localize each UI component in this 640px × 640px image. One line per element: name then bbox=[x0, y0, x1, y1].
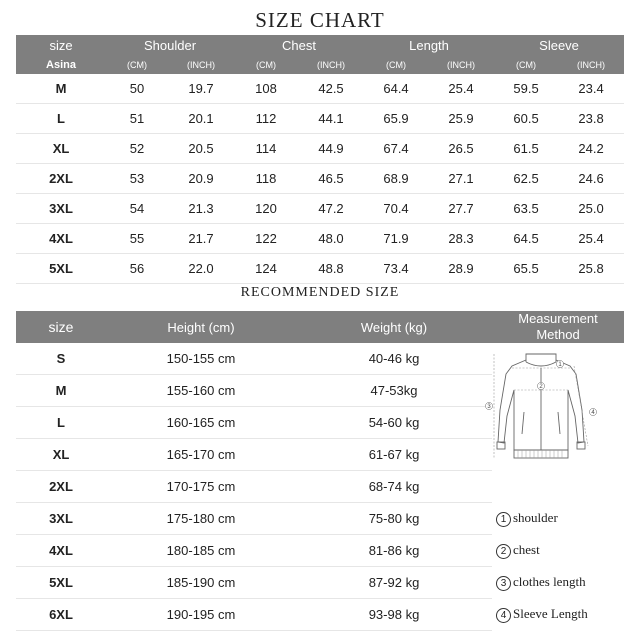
measurement-legend-item bbox=[492, 503, 624, 535]
brand-label: Asina bbox=[16, 55, 106, 74]
size-cell: L bbox=[16, 104, 106, 134]
height-cell: 170-175 cm bbox=[106, 471, 296, 503]
measurement-cell: 48.0 bbox=[298, 224, 364, 254]
size-cell: 5XL bbox=[16, 254, 106, 284]
size-cell: M bbox=[16, 74, 106, 104]
jacket-collar-inner bbox=[526, 362, 556, 366]
measurement-cell: 44.9 bbox=[298, 134, 364, 164]
size-chart-header-row bbox=[16, 35, 624, 55]
unit-cm: (CM) bbox=[106, 55, 168, 74]
measurement-cell: 26.5 bbox=[428, 134, 494, 164]
sleeve-header: Sleeve bbox=[494, 35, 624, 55]
unit-inch: (INCH) bbox=[298, 55, 364, 74]
hem-ribbing bbox=[518, 450, 562, 458]
measurement-cell: 27.7 bbox=[428, 194, 494, 224]
measurement-cell: 48.8 bbox=[298, 254, 364, 284]
height-cell: 150-155 cm bbox=[106, 343, 296, 375]
measurement-cell: 62.5 bbox=[494, 164, 558, 194]
measurement-cell: 52 bbox=[106, 134, 168, 164]
measurement-cell: 42.5 bbox=[298, 74, 364, 104]
weight-cell: 93-98 kg bbox=[296, 599, 492, 631]
unit-cm: (CM) bbox=[494, 55, 558, 74]
height-cell: 165-170 cm bbox=[106, 439, 296, 471]
measurement-cell: 65.9 bbox=[364, 104, 428, 134]
size-chart-unit-row bbox=[16, 55, 624, 74]
size-cell: L bbox=[16, 407, 106, 439]
measurement-cell: 50 bbox=[106, 74, 168, 104]
size-cell: XL bbox=[16, 439, 106, 471]
measurement-cell: 47.2 bbox=[298, 194, 364, 224]
chest-header: Chest bbox=[234, 35, 364, 55]
height-cell: 175-180 cm bbox=[106, 503, 296, 535]
measurement-cell: 46.5 bbox=[298, 164, 364, 194]
callout-3: 3 bbox=[487, 404, 491, 410]
measurement-cell: 71.9 bbox=[364, 224, 428, 254]
measurement-cell: 65.5 bbox=[494, 254, 558, 284]
measurement-cell: 64.5 bbox=[494, 224, 558, 254]
measurement-cell: 21.7 bbox=[168, 224, 234, 254]
height-cell: 155-160 cm bbox=[106, 375, 296, 407]
measurement-cell: 61.5 bbox=[494, 134, 558, 164]
measurement-method-label-2: Method bbox=[536, 327, 580, 342]
measurement-legend-item bbox=[492, 599, 624, 631]
measurement-cell: 25.9 bbox=[428, 104, 494, 134]
jacket-collar bbox=[526, 354, 556, 362]
callout-4: 4 bbox=[591, 410, 595, 416]
measurement-cell: 21.3 bbox=[168, 194, 234, 224]
measurement-cell: 24.2 bbox=[558, 134, 624, 164]
legend-number: 4 bbox=[496, 608, 511, 623]
measurement-cell: 108 bbox=[234, 74, 298, 104]
size-cell: 6XL bbox=[16, 599, 106, 631]
unit-inch: (INCH) bbox=[558, 55, 624, 74]
measurement-cell: 70.4 bbox=[364, 194, 428, 224]
measurement-cell: 28.3 bbox=[428, 224, 494, 254]
measurement-cell: 20.9 bbox=[168, 164, 234, 194]
size-cell: 5XL bbox=[16, 567, 106, 599]
height-cell: 180-185 cm bbox=[106, 535, 296, 567]
measurement-cell: 19.7 bbox=[168, 74, 234, 104]
measurement-cell: 20.5 bbox=[168, 134, 234, 164]
measurement-cell: 112 bbox=[234, 104, 298, 134]
legend-number: 2 bbox=[496, 544, 511, 559]
size-cell: 2XL bbox=[16, 471, 106, 503]
measurement-legend-item bbox=[492, 535, 624, 567]
measurement-cell: 68.9 bbox=[364, 164, 428, 194]
measurement-legend-item bbox=[492, 567, 624, 599]
recommended-size-title: RECOMMENDED SIZE bbox=[240, 285, 400, 300]
measurement-cell: 53 bbox=[106, 164, 168, 194]
measurement-cell: 56 bbox=[106, 254, 168, 284]
measurement-cell: 63.5 bbox=[494, 194, 558, 224]
recommended-row bbox=[16, 567, 624, 599]
measurement-cell: 114 bbox=[234, 134, 298, 164]
height-cell: 160-165 cm bbox=[106, 407, 296, 439]
size-cell: 3XL bbox=[16, 503, 106, 535]
weight-header: Weight (kg) bbox=[296, 311, 492, 343]
size-chart-row bbox=[16, 194, 624, 224]
callout-2: 2 bbox=[539, 384, 543, 390]
measurement-cell: 25.8 bbox=[558, 254, 624, 284]
size-header: size bbox=[16, 311, 106, 343]
weight-cell: 81-86 kg bbox=[296, 535, 492, 567]
left-pocket bbox=[522, 412, 524, 434]
measurement-cell: 25.4 bbox=[558, 224, 624, 254]
recommended-row bbox=[16, 535, 624, 567]
size-cell: XL bbox=[16, 134, 106, 164]
height-cell: 190-195 cm bbox=[106, 599, 296, 631]
measurement-cell: 23.8 bbox=[558, 104, 624, 134]
legend-text: shoulder bbox=[513, 510, 558, 526]
size-cell: M bbox=[16, 375, 106, 407]
callout-1: 1 bbox=[558, 362, 562, 368]
measurement-cell: 118 bbox=[234, 164, 298, 194]
measurement-cell: 25.4 bbox=[428, 74, 494, 104]
measurement-cell: 23.4 bbox=[558, 74, 624, 104]
unit-inch: (INCH) bbox=[428, 55, 494, 74]
legend-text: Sleeve Length bbox=[513, 606, 588, 622]
measurement-cell: 60.5 bbox=[494, 104, 558, 134]
measurement-cell: 120 bbox=[234, 194, 298, 224]
size-chart-row bbox=[16, 104, 624, 134]
size-cell: S bbox=[16, 343, 106, 375]
unit-inch: (INCH) bbox=[168, 55, 234, 74]
jacket-diagram bbox=[482, 350, 600, 475]
measurement-cell: 64.4 bbox=[364, 74, 428, 104]
right-pocket bbox=[558, 412, 560, 434]
size-cell: 4XL bbox=[16, 535, 106, 567]
measurement-cell: 25.0 bbox=[558, 194, 624, 224]
measurement-method-header bbox=[492, 311, 624, 343]
weight-cell: 87-92 kg bbox=[296, 567, 492, 599]
measurement-cell: 54 bbox=[106, 194, 168, 224]
measurement-cell: 22.0 bbox=[168, 254, 234, 284]
measurement-cell: 51 bbox=[106, 104, 168, 134]
weight-cell: 68-74 kg bbox=[296, 471, 492, 503]
legend-text: clothes length bbox=[513, 574, 586, 590]
legend-number: 1 bbox=[496, 512, 511, 527]
legend-number: 3 bbox=[496, 576, 511, 591]
weight-cell: 61-67 kg bbox=[296, 439, 492, 471]
length-header: Length bbox=[364, 35, 494, 55]
measurement-cell: 124 bbox=[234, 254, 298, 284]
weight-cell: 47-53kg bbox=[296, 375, 492, 407]
size-chart-table bbox=[16, 35, 624, 284]
recommended-header-row bbox=[16, 311, 624, 343]
measurement-cell: 73.4 bbox=[364, 254, 428, 284]
unit-cm: (CM) bbox=[234, 55, 298, 74]
unit-cm: (CM) bbox=[364, 55, 428, 74]
measurement-cell: 55 bbox=[106, 224, 168, 254]
size-cell: 2XL bbox=[16, 164, 106, 194]
measurement-cell: 44.1 bbox=[298, 104, 364, 134]
size-chart-title: SIZE CHART bbox=[255, 8, 385, 32]
legend-text: chest bbox=[513, 542, 540, 558]
measurement-cell: 122 bbox=[234, 224, 298, 254]
height-cell: 185-190 cm bbox=[106, 567, 296, 599]
measurement-cell: 27.1 bbox=[428, 164, 494, 194]
recommended-row bbox=[16, 503, 624, 535]
size-chart-row bbox=[16, 254, 624, 284]
recommended-row bbox=[16, 599, 624, 631]
size-chart-row bbox=[16, 134, 624, 164]
size-chart-row bbox=[16, 224, 624, 254]
shoulder-header: Shoulder bbox=[106, 35, 234, 55]
measurement-method-label-1: Measurement bbox=[518, 311, 598, 326]
measurement-cell: 20.1 bbox=[168, 104, 234, 134]
measurement-cell: 59.5 bbox=[494, 74, 558, 104]
size-chart-row bbox=[16, 74, 624, 104]
weight-cell: 40-46 kg bbox=[296, 343, 492, 375]
measurement-cell: 67.4 bbox=[364, 134, 428, 164]
size-cell: 3XL bbox=[16, 194, 106, 224]
size-cell: 4XL bbox=[16, 224, 106, 254]
measurement-cell: 24.6 bbox=[558, 164, 624, 194]
measurement-cell: 28.9 bbox=[428, 254, 494, 284]
weight-cell: 54-60 kg bbox=[296, 407, 492, 439]
weight-cell: 75-80 kg bbox=[296, 503, 492, 535]
height-header: Height (cm) bbox=[106, 311, 296, 343]
size-chart-row bbox=[16, 164, 624, 194]
size-header: size bbox=[16, 35, 106, 55]
